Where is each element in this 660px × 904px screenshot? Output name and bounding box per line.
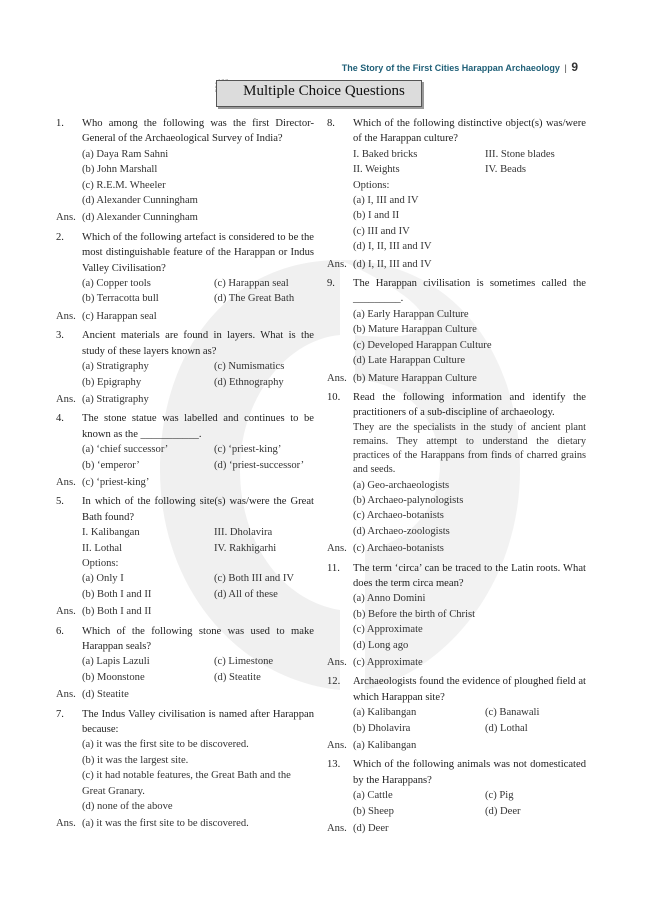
- option-row: [56, 587, 314, 602]
- option: II. Lothal: [82, 542, 123, 554]
- question-number: 10.: [327, 391, 341, 403]
- option: (c) Archaeo-botanists: [353, 510, 444, 522]
- answer: [56, 210, 314, 225]
- option: (d) ‘priest-successor’: [214, 459, 305, 471]
- option: (d) The Great Bath: [214, 293, 295, 305]
- question-block: [56, 624, 314, 703]
- option: (b) Both I and II: [82, 588, 152, 600]
- left-column: [56, 116, 314, 832]
- question-text: Which of the following stone was used to make Harappan seals?: [82, 625, 314, 652]
- option: (d) I, II, III and IV: [353, 241, 432, 253]
- answer-label: Ans.: [56, 212, 76, 224]
- option: (d) Deer: [485, 805, 521, 817]
- answer-label: Ans.: [327, 543, 347, 555]
- question-number: 12.: [327, 676, 341, 688]
- question: [56, 116, 314, 147]
- question-block: [327, 674, 586, 753]
- option: (d) Ethnography: [214, 376, 284, 388]
- option-row: [56, 753, 314, 768]
- option-row: [56, 525, 314, 540]
- answer-text: (c) Approximate: [353, 657, 423, 668]
- option-row: [327, 638, 586, 653]
- option: (b) Dholavira: [353, 722, 411, 734]
- option-row: [327, 705, 586, 720]
- option: (b) ‘emperor’: [82, 459, 140, 471]
- answer-text: (d) Steatite: [82, 689, 129, 701]
- option: III. Dholavira: [214, 527, 273, 539]
- question-block: [56, 411, 314, 490]
- option: (d) Steatite: [214, 671, 261, 683]
- question: [327, 116, 586, 147]
- question-number: 11.: [327, 562, 340, 574]
- option: (d) Archaeo-zoologists: [353, 525, 450, 537]
- answer-label: Ans.: [56, 476, 76, 488]
- option-row: [327, 239, 586, 254]
- answer-label: Ans.: [56, 310, 76, 322]
- answer: [327, 655, 586, 670]
- option: (a) Stratigraphy: [82, 361, 149, 373]
- option-row: [56, 276, 314, 291]
- option: (a) Anno Domini: [353, 593, 426, 605]
- option: (b) John Marshall: [82, 164, 158, 176]
- option-row: [56, 442, 314, 457]
- question-block: [56, 230, 314, 324]
- option: (a) Daya Ram Sahni: [82, 148, 169, 160]
- answer-label: Ans.: [56, 818, 76, 830]
- answer-label: Ans.: [327, 372, 347, 384]
- page-number: 9: [571, 60, 578, 74]
- option: (b) I and II: [353, 210, 400, 222]
- question-block: [56, 494, 314, 619]
- option-row: [327, 162, 586, 177]
- option: (c) Harappan seal: [214, 278, 289, 290]
- answer-label: Ans.: [327, 740, 347, 752]
- option: (a) ‘chief successor’: [82, 444, 169, 456]
- option-row: [327, 208, 586, 223]
- option: Options:: [82, 557, 119, 569]
- option: II. Weights: [353, 164, 400, 176]
- option-row: [327, 338, 586, 353]
- option-row: [56, 291, 314, 306]
- question-number: 5.: [56, 496, 64, 508]
- answer-text: (d) I, II, III and IV: [353, 258, 432, 270]
- option-row: [56, 162, 314, 177]
- option-row: [56, 737, 314, 752]
- option: III. Stone blades: [485, 148, 555, 160]
- option: (a) Lapis Lazuli: [82, 656, 150, 668]
- option: (b) Archaeo-palynologists: [353, 494, 464, 506]
- option: (a) Only I: [82, 573, 124, 585]
- answer-text: (c) Harappan seal: [82, 310, 157, 322]
- question-block: [327, 561, 586, 671]
- answer: [56, 475, 314, 490]
- option: (a) Copper tools: [82, 278, 151, 290]
- answer: [327, 821, 586, 836]
- option: (c) Banawali: [485, 707, 540, 719]
- answer-text: (d) Deer: [353, 823, 389, 835]
- question-number: 1.: [56, 118, 64, 129]
- question: [56, 494, 314, 525]
- question-text: Who among the following was the first Director-General of the Archaeological Survey of India?: [82, 118, 314, 145]
- option: Options:: [353, 179, 390, 191]
- answer-text: (c) Archaeo-botanists: [353, 543, 444, 555]
- option-row: [327, 493, 586, 508]
- question: [56, 230, 314, 276]
- running-title: The Story of the First Cities Harappan Archaeology: [341, 63, 560, 73]
- answer-text: (a) it was the first site to be discovered.: [82, 818, 249, 830]
- answer-text: (b) Both I and II: [82, 606, 152, 618]
- question-number: 8.: [327, 118, 335, 129]
- answer-text: (c) ‘priest-king’: [82, 476, 150, 488]
- question-number: 2.: [56, 231, 64, 243]
- question-text: The term ‘circa’ can be traced to the Latin roots. What does the term circa mean?: [353, 562, 586, 589]
- question-text: Archaeologists found the evidence of ploughed field at which Harappan site?: [353, 676, 586, 703]
- question: [56, 707, 314, 738]
- question-block: [327, 116, 586, 272]
- option-row: [56, 359, 314, 374]
- option: (b) it was the largest site.: [82, 754, 189, 766]
- question-block: [327, 757, 586, 836]
- option: (c) ‘priest-king’: [214, 444, 282, 456]
- option: (c) it had notable features, the Great Bath and the Great Granary.: [82, 770, 291, 797]
- option: (d) Alexander Cunningham: [82, 195, 198, 207]
- running-header: [342, 60, 578, 74]
- question-text: Ancient materials are found in layers. What is the study of these layers known as?: [82, 330, 314, 357]
- question-text: Which of the following distinctive object(s) was/were of the Harappan culture?: [353, 118, 586, 145]
- option-row: [327, 524, 586, 539]
- option: (c) Limestone: [214, 656, 274, 668]
- section-title: Multiple Choice Questions: [243, 83, 405, 99]
- option: (a) Kalibangan: [353, 707, 417, 719]
- question-block: [56, 328, 314, 407]
- option-row: [56, 556, 314, 571]
- question: [327, 757, 586, 788]
- option-row: [327, 178, 586, 193]
- option: (c) R.E.M. Wheeler: [82, 179, 166, 191]
- option: (b) Mature Harappan Culture: [353, 324, 477, 336]
- question: [56, 328, 314, 359]
- question-text: In which of the following site(s) was/were the Great Bath found?: [82, 496, 314, 523]
- answer: [56, 816, 314, 831]
- question-passage: They are the specialists in the study of ancient plant remains. They attempt to understand the dietary practices of the Harappans from finds of charred grains and seeds.: [353, 421, 586, 476]
- option-row: [327, 478, 586, 493]
- question: [56, 624, 314, 655]
- option: (a) Cattle: [353, 790, 393, 802]
- option: (a) I, III and IV: [353, 195, 419, 207]
- option-row: [56, 541, 314, 556]
- option: (c) Numismatics: [214, 361, 285, 373]
- option-row: [327, 607, 586, 622]
- question-block: [56, 116, 314, 226]
- option: IV. Beads: [485, 164, 526, 176]
- question: [327, 561, 586, 592]
- option-row: [56, 670, 314, 685]
- option: (a) Early Harappan Culture: [353, 308, 469, 320]
- answer-label: Ans.: [56, 606, 76, 618]
- option: (d) Lothal: [485, 722, 528, 734]
- option-row: [327, 307, 586, 322]
- option-row: [56, 147, 314, 162]
- right-column: [327, 116, 586, 836]
- option-row: [327, 353, 586, 368]
- option-row: [56, 178, 314, 193]
- answer: [327, 738, 586, 753]
- option: (c) III and IV: [353, 225, 410, 237]
- answer-label: Ans.: [327, 657, 347, 668]
- option-row: [327, 804, 586, 819]
- answer-text: (a) Kalibangan: [353, 740, 417, 752]
- option: (a) it was the first site to be discovered.: [82, 739, 249, 751]
- answer: [56, 604, 314, 619]
- question-number: 4.: [56, 413, 64, 425]
- option: (a) Geo-archaeologists: [353, 479, 450, 491]
- question-number: 6.: [56, 625, 64, 637]
- answer: [327, 371, 586, 386]
- option: (b) Epigraphy: [82, 376, 142, 388]
- option-row: [56, 193, 314, 208]
- option-row: [56, 571, 314, 586]
- option: (d) none of the above: [82, 801, 173, 813]
- option: (d) Long ago: [353, 639, 409, 651]
- option-row: [327, 224, 586, 239]
- answer-label: Ans.: [327, 258, 347, 270]
- question-number: 7.: [56, 708, 64, 720]
- question: [327, 390, 586, 421]
- option: (b) Terracotta bull: [82, 293, 159, 305]
- option: (d) Late Harappan Culture: [353, 355, 466, 367]
- option-row: [327, 721, 586, 736]
- answer: [56, 392, 314, 407]
- question-text: Which of the following animals was not domesticated by the Harappans?: [353, 759, 586, 786]
- option: (c) Pig: [485, 790, 514, 802]
- question-number: 9.: [327, 278, 335, 290]
- question: [56, 411, 314, 442]
- question: [327, 276, 586, 307]
- option: IV. Rakhigarhi: [214, 542, 277, 554]
- question-block: [56, 707, 314, 832]
- option-row: [327, 508, 586, 523]
- option-row: [327, 622, 586, 637]
- answer-text: (d) Alexander Cunningham: [82, 212, 198, 224]
- answer-label: Ans.: [56, 689, 76, 701]
- question-text: The Harappan civilisation is sometimes called the _________.: [353, 278, 586, 305]
- option-row: [56, 375, 314, 390]
- answer-label: Ans.: [56, 393, 76, 405]
- option-row: [327, 788, 586, 803]
- option: (b) Moonstone: [82, 671, 145, 683]
- question-text: Read the following information and identify the practitioners of a sub-discipline of archaeology.: [353, 391, 586, 419]
- question-number: 3.: [56, 330, 64, 342]
- question: [327, 674, 586, 705]
- question-block: [327, 390, 586, 557]
- option: (b) Sheep: [353, 805, 394, 817]
- option: (c) Both III and IV: [214, 573, 295, 585]
- header-separator: |: [564, 63, 567, 73]
- question-text: The stone statue was labelled and continues to be known as the ___________.: [82, 413, 314, 440]
- option-row: [56, 654, 314, 669]
- answer: [327, 541, 586, 556]
- option-row: [327, 591, 586, 606]
- option: I. Kalibangan: [82, 527, 140, 539]
- option: I. Baked bricks: [353, 148, 418, 160]
- option: (b) Before the birth of Christ: [353, 608, 476, 620]
- question-text: The Indus Valley civilisation is named after Harappan because:: [82, 708, 314, 736]
- answer: [56, 687, 314, 702]
- answer-text: (a) Stratigraphy: [82, 393, 149, 405]
- option: (c) Developed Harappan Culture: [353, 339, 492, 351]
- option: (c) Approximate: [353, 624, 423, 636]
- option-row: [327, 322, 586, 337]
- answer-label: Ans.: [327, 823, 347, 835]
- option-row: [327, 193, 586, 208]
- answer: [56, 309, 314, 324]
- option: (d) All of these: [214, 588, 278, 600]
- option-row: [56, 799, 314, 814]
- option-row: [56, 768, 314, 799]
- answer: [327, 257, 586, 272]
- option-row: [56, 458, 314, 473]
- answer-text: (b) Mature Harappan Culture: [353, 372, 477, 384]
- question-text: Which of the following artefact is considered to be the most distinguishable feature of the Harappan or Indus Valley Civilisation?: [82, 231, 314, 274]
- question-number: 13.: [327, 759, 341, 771]
- option-row: [327, 147, 586, 162]
- question-block: [327, 276, 586, 386]
